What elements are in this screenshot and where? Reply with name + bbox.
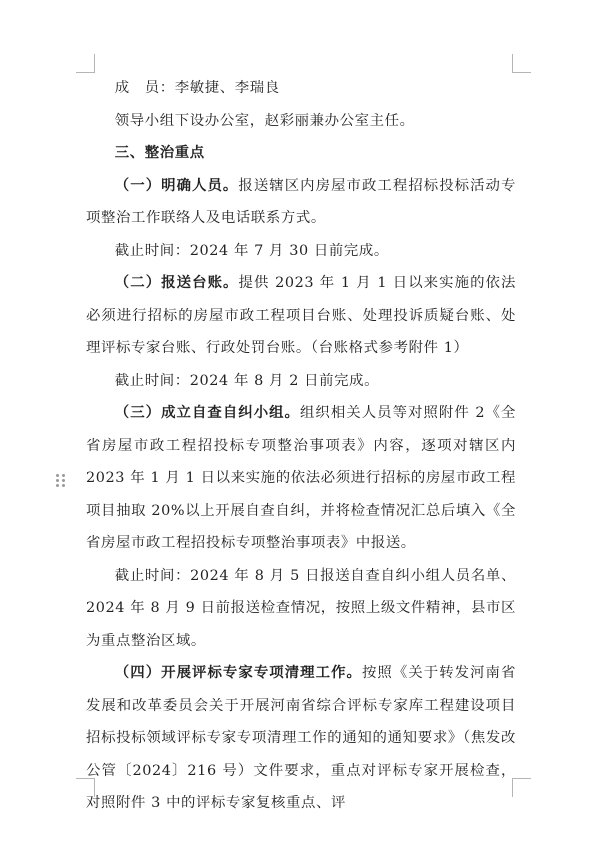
section-heading: 三、整治重点 [114,145,205,161]
item-4-paragraph [86,657,516,820]
document-body[interactable] [86,72,516,820]
item-1-paragraph [86,170,516,235]
item-2-paragraph [86,267,516,365]
item-1-deadline: 截止时间：2024 年 7 月 30 日前完成。 [114,242,389,259]
item-4-label: （四）开展评标专家专项清理工作。 [114,665,362,681]
margin-corner-top-right [512,54,531,73]
item-3-deadline: 截止时间：2024 年 8 月 5 日报送自查自纠小组人员名单、2024 年 8 月 9 日前报送检查情况，按照上级文件精神，县市区为重点整治区域。 [86,567,516,649]
item-2-text: 提供 2023 年 1 月 1 日以来实施的依法必须进行招标的房屋市政工程项目台账、处理投诉质疑台账、处理评标专家台账、行政处罚台账。（台账格式参考附件 1） [86,275,516,356]
item-2-deadline: 截止时间：2024 年 8 月 2 日前完成。 [114,372,380,389]
item-3-label: （三）成立自查自纠小组。 [114,405,300,421]
item-3-text: 组织相关人员等对照附件 2《全省房屋市政工程招投标专项整治事项表》内容，逐项对辖区内 2023 年 1 月 1 日以来实施的依法必须进行招标的房屋市政工程项目抽取 20%以上开展自查自纠，并将检查情况汇总后填入《全省房屋市政工程招投标专项整治事项表》中报送。 [86,405,517,551]
margin-corner-top-left [76,54,95,73]
members-line: 成 员：李敏捷、李瑞良 [114,80,280,96]
item-1-text: 报送辖区内房屋市政工程招标投标活动专项整治工作联络人及电话联系方式。 [86,177,516,226]
drag-handle-icon[interactable] [56,474,66,490]
item-2-label: （二）报送台账。 [114,275,239,291]
item-4-text: 按照《关于转发河南省发展和改革委员会关于开展河南省综合评标专家库工程建设项目招标投标领域评标专家专项清理工作的通知的通知要求》（焦发改公管〔2024〕216 号）文件要求，重点对评标专家开展检查，对照附件 3 中的评标专家复核重点、评 [86,665,516,811]
item-3-paragraph [86,397,516,560]
item-1-label: （一）明确人员。 [114,177,239,194]
office-line: 领导小组下设办公室，赵彩丽兼办公室主任。 [114,112,415,129]
